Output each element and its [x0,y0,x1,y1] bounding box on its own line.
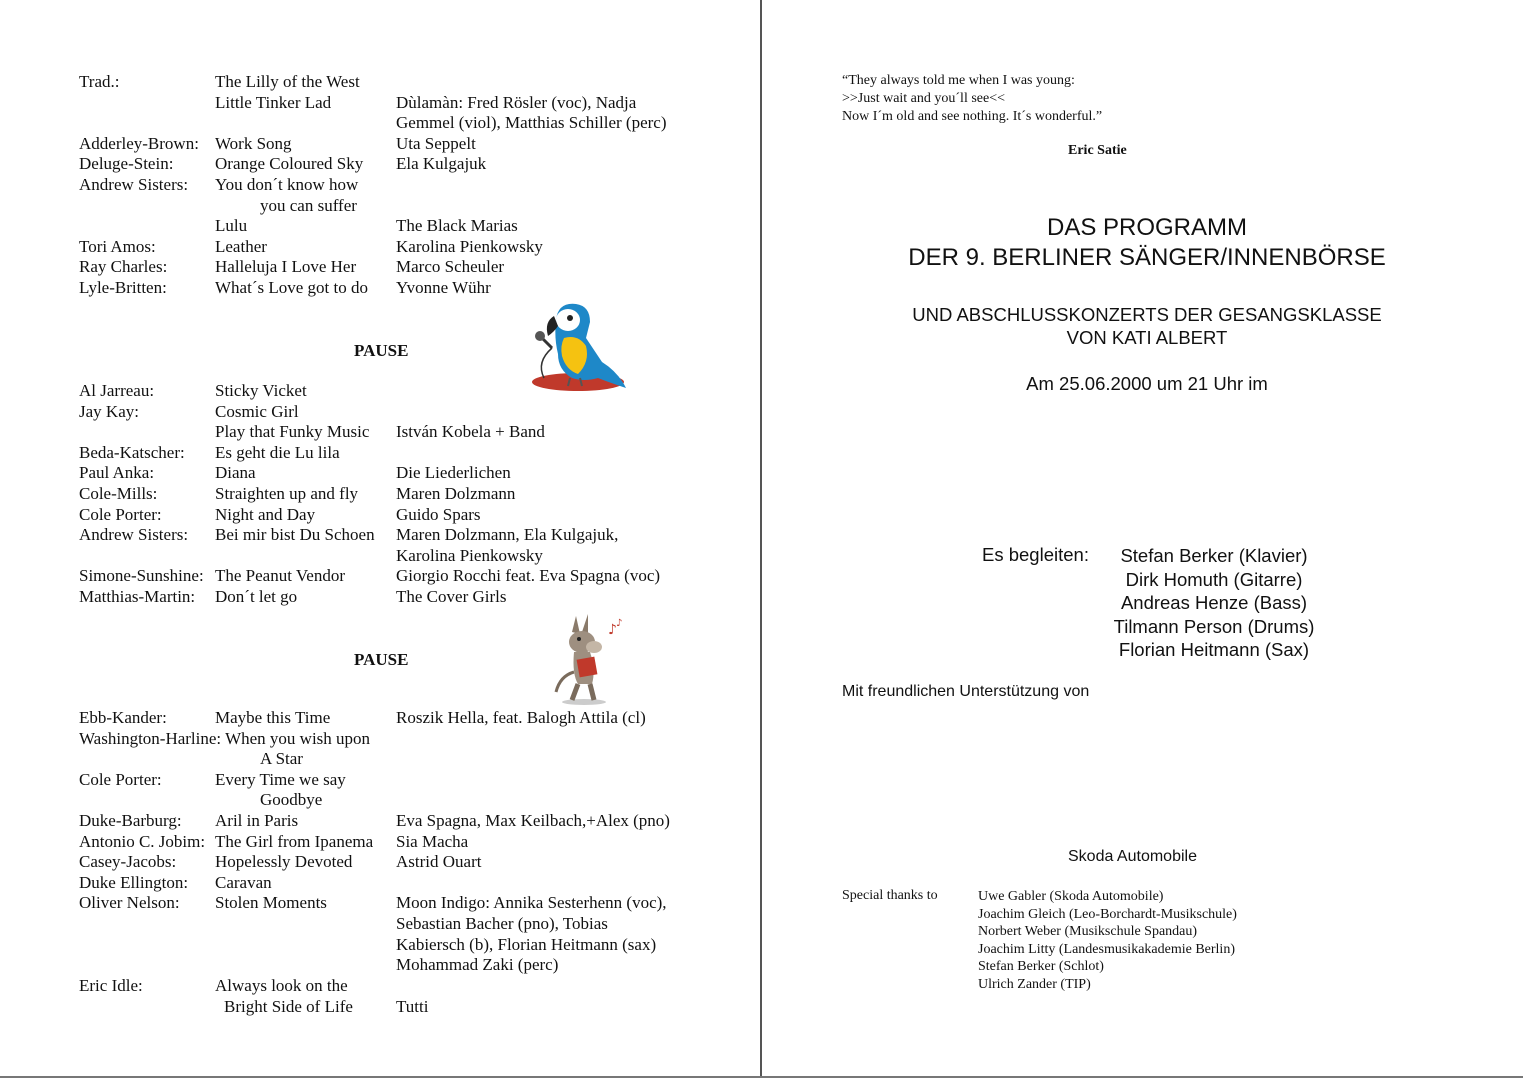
song-title: Leather [215,236,267,256]
song-title: Orange Coloured Sky [215,154,364,174]
thanks-label: Special thanks to [842,888,938,903]
song-title: The Girl from Ipanema [215,831,374,851]
song-title: Work Song [215,133,292,153]
quote-line-2: >>Just wait and you´ll see<< [842,91,1006,106]
song-title-continued: A Star [260,749,303,769]
song-title: Stolen Moments [215,893,327,913]
performer: Marco Scheuler [396,257,505,277]
song-title: Play that Funky Music [215,422,370,442]
song-title: Es geht die Lu lila [215,442,340,462]
performer: The Black Marias [396,216,518,236]
quote [842,72,1102,126]
song-title: You don´t know how [215,174,359,194]
performer: Guido Spars [396,504,481,524]
page-title [842,213,1452,273]
pause-heading-1: PAUSE [354,341,409,360]
pause-heading-2: PAUSE [354,650,409,669]
song-title: Cosmic Girl [215,401,299,421]
performer: Maren Dolzmann, Ela Kulgajuk, [396,525,619,545]
song-title: The Lilly of the West [215,72,360,91]
accompany-person: Andreas Henze (Bass) [1120,592,1308,613]
composer: Matthias-Martin: [79,586,196,606]
performer: Karolina Pienkowsky [396,545,543,565]
performer: Moon Indigo: Annika Sesterhenn (voc), [396,893,667,913]
song-title-continued: Goodbye [260,790,323,810]
song-title: Aril in Paris [215,810,299,830]
composer: Lyle-Britten: [79,277,167,297]
quote-author: Eric Satie [1068,143,1127,158]
song-title: Every Time we say [215,769,346,789]
composer: Ebb-Kander: [79,708,167,727]
performer: Die Liederlichen [396,463,511,483]
song-title: Maybe this Time [215,708,331,727]
performer: Kabiersch (b), Florian Heitmann (sax) [396,934,657,954]
sponsor-name: Skoda Automobile [1068,848,1197,865]
page-divider [760,0,762,1078]
composer: Duke Ellington: [79,872,189,892]
performer: Gemmel (viol), Matthias Schiller (perc) [396,113,667,133]
thanks-person: Joachim Gleich (Leo-Borchardt-Musikschule) [978,906,1237,922]
song-title-continued: Bright Side of Life [224,996,353,1016]
thanks-person: Uwe Gabler (Skoda Automobile) [978,889,1164,904]
song-title: What´s Love got to do [215,277,368,297]
composer: Simone-Sunshine: [79,566,204,586]
composer: Oliver Nelson: [79,893,180,913]
song-title: Straighten up and fly [215,483,359,503]
thanks-person: Joachim Litty (Landesmusikakademie Berlin) [978,941,1235,957]
thanks-person: Stefan Berker (Schlot) [978,959,1104,975]
thanks-list [978,888,1237,994]
accompany-person: Tilmann Person (Drums) [1113,615,1315,637]
performer: Eva Spagna, Max Keilbach,+Alex (pno) [396,810,670,830]
performer: Karolina Pienkowsky [396,236,543,256]
song-title: Caravan [215,872,272,892]
performer: Giorgio Rocchi feat. Eva Spagna (voc) [396,566,661,586]
performer: Ela Kulgajuk [396,154,487,174]
song-title: Don´t let go [215,586,298,606]
composer: Cole-Mills: [79,483,158,503]
subtitle [842,303,1452,349]
accompany-label: Es begleiten: [982,544,1089,565]
song-title: Always look on the [215,976,348,995]
song-title: Diana [215,463,256,483]
performer: Maren Dolzmann [396,483,516,503]
singing-donkey-icon [548,612,632,706]
performer: The Cover Girls [396,586,507,606]
composer: Cole Porter: [79,504,162,524]
performer: Uta Seppelt [396,133,476,153]
composer: Andrew Sisters: [79,174,189,194]
composer: Beda-Katscher: [79,442,185,462]
performer: Tutti [396,996,429,1016]
composer: Duke-Barburg: [79,810,182,830]
subtitle-line-2: VON KATI ALBERT [1066,327,1228,348]
title-line-2: DER 9. BERLINER SÄNGER/INNENBÖRSE [908,244,1386,271]
svg-text:♪: ♪ [608,622,617,638]
song-title: Sticky Vicket [215,381,307,400]
performer: Roszik Hella, feat. Balogh Attila (cl) [396,708,646,727]
song-title: The Peanut Vendor [215,566,345,586]
composer: Tori Amos: [79,236,156,256]
song-title: Little Tinker Lad [215,92,332,112]
parrot-with-microphone-icon [528,298,632,394]
support-text: Mit freundlichen Unterstützung von [842,683,1090,700]
composer: Andrew Sisters: [79,525,189,545]
svg-text:♪: ♪ [616,618,623,629]
performer: Dùlamàn: Fred Rösler (voc), Nadja [396,92,637,112]
composer: Casey-Jacobs: [79,852,177,872]
quote-line-3: Now I´m old and see nothing. It´s wonderful.” [842,109,1103,124]
title-line-1: DAS PROGRAMM [1046,214,1247,241]
song-title: Lulu [215,216,248,236]
composer: Paul Anka: [79,463,155,483]
composer: Al Jarreau: [79,381,155,400]
subtitle-line-1: UND ABSCHLUSSKONZERTS DER GESANGSKLASSE [912,304,1382,325]
performer: Yvonne Wühr [396,277,491,297]
accompany-person: Florian Heitmann (Sax) [1118,639,1310,660]
performer: Sia Macha [396,831,469,851]
composer: Ray Charles: [79,257,168,277]
thanks-person: Ulrich Zander (TIP) [978,976,1091,992]
composer: Deluge-Stein: [79,154,174,174]
event-date: Am 25.06.2000 um 21 Uhr im [1026,373,1268,394]
accompany-list [1103,544,1325,662]
composer: Washington-Harline: When you wish upon [79,728,371,748]
composer: Antonio C. Jobim: [79,831,206,851]
song-title-continued: you can suffer [260,195,357,215]
composer: Adderley-Brown: [79,133,199,153]
song-title: Bei mir bist Du Schoen [215,525,375,545]
composer: Eric Idle: [79,976,143,995]
performer: Sebastian Bacher (pno), Tobias [396,913,608,933]
performer: Mohammad Zaki (perc) [396,955,559,975]
accompany-person: Dirk Homuth (Gitarre) [1125,568,1303,590]
accompany-person: Stefan Berker (Klavier) [1120,545,1308,566]
song-title: Halleluja I Love Her [215,257,357,277]
performer: Astrid Ouart [396,852,482,872]
composer: Trad.: [79,72,120,91]
thanks-person: Norbert Weber (Musikschule Spandau) [978,924,1198,940]
composer: Jay Kay: [79,401,139,421]
song-title: Night and Day [215,504,316,524]
song-title: Hopelessly Devoted [215,852,353,872]
performer: István Kobela + Band [396,422,545,442]
composer: Cole Porter: [79,769,162,789]
quote-line-1: “They always told me when I was young: [842,73,1075,88]
